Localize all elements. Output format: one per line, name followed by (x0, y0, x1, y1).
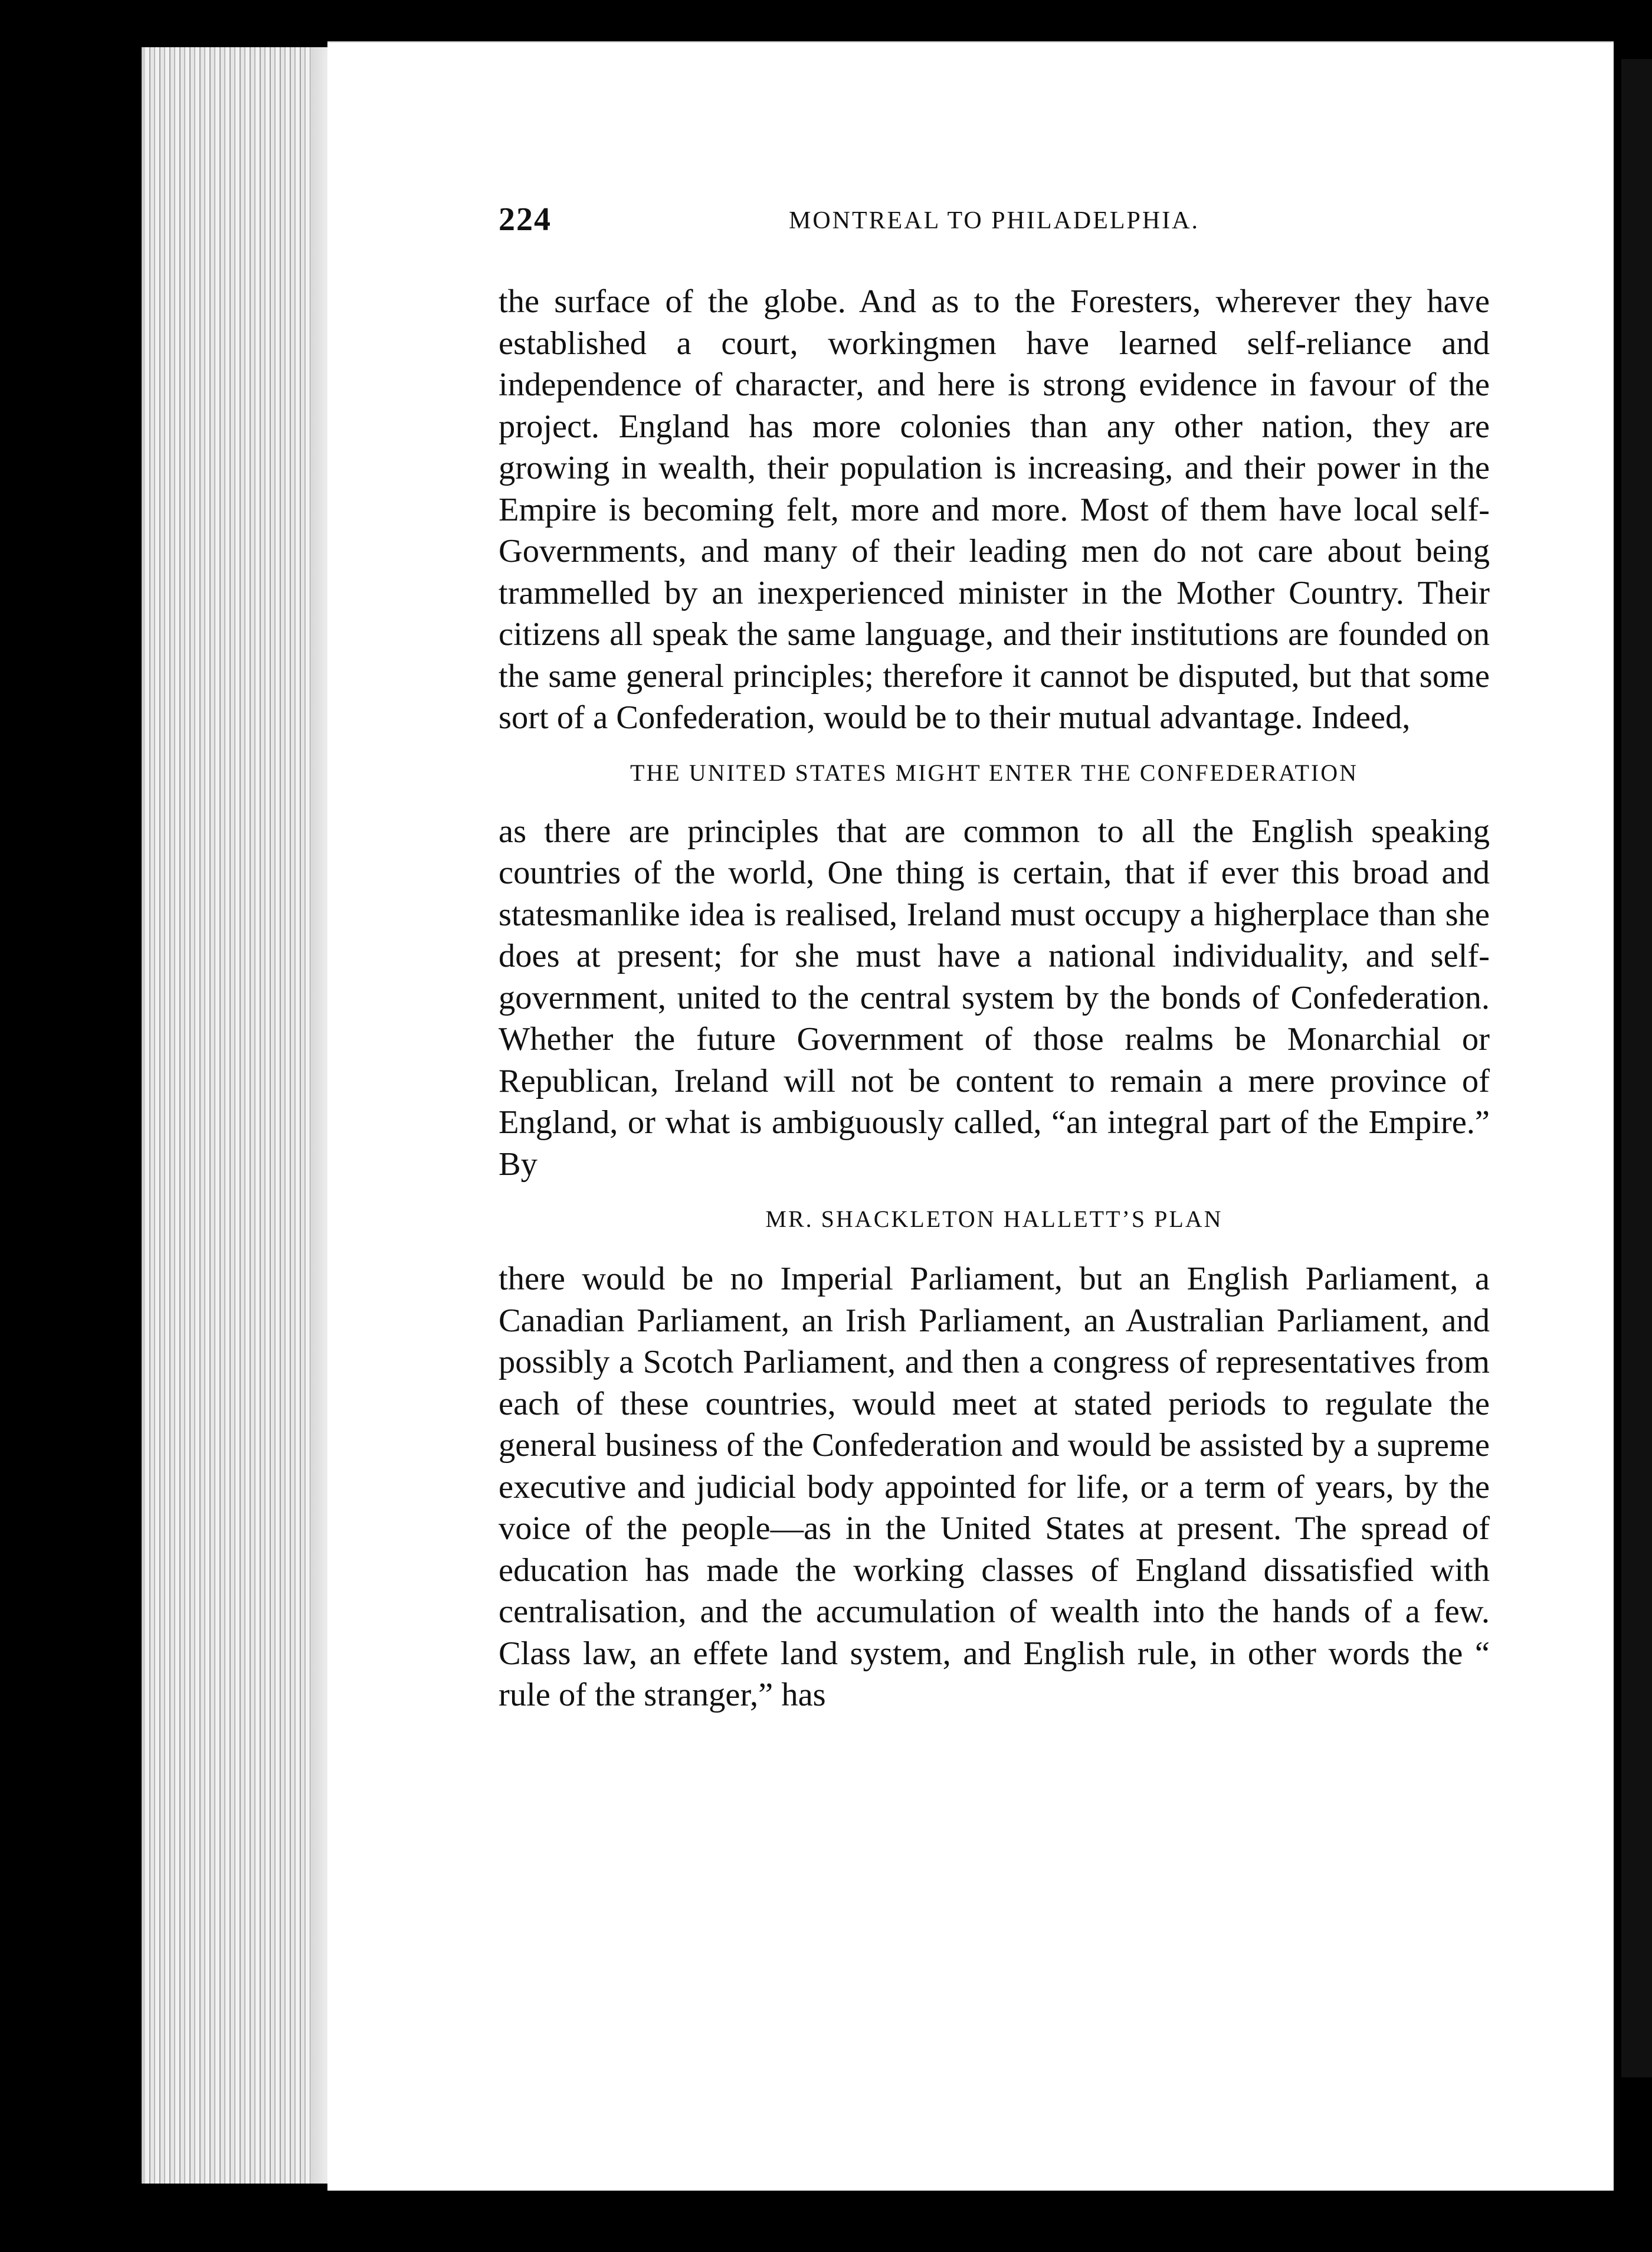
paragraph: as there are principles that are common to all the English speaking countries of the world, One thing is certain, that if ever this broad and statesmanlike idea is realised, Ireland must occupy a higherplace than she does at present; for she must have a national individuality, and self-government, united to the central system by the bonds of Confederation. Whether the future Government of those realms be Monarchial or Republican, Ireland will not be content to remain a mere province of England, or what is ambiguously called, “an integral part of the Empire.” By (499, 813, 1490, 1183)
cover-edge (1621, 59, 1652, 2077)
page-edges (142, 47, 334, 2184)
paragraph: there would be no Imperial Parliament, but an English Parliament, a Canadian Parliament, an Irish Parliament, an Australian Parliament, and possibly a Scotch Parliament, and then a congress of representatives from each of these countries, would meet at stated periods to regulate the general business of the Confederation and would be assisted by a supreme executive and judicial body appointed for life, or a term of years, by the voice of the people—as in the United States at present. The spread of education has made the working classes of England dissatisfied with centralisation, and the accumulation of wealth into the hands of a few. Class law, an effete land system, and English rule, in other words the “ rule of the stranger,” has (499, 1261, 1490, 1713)
running-head (499, 201, 1490, 242)
section-heading: MR. SHACKLETON HALLETT’S PLAN (765, 1206, 1223, 1232)
running-title: MONTREAL TO PHILADELPHIA. (788, 207, 1200, 234)
section-heading: THE UNITED STATES MIGHT ENTER THE CONFEDERATION (630, 759, 1359, 786)
paragraph: the surface of the globe. And as to the Foresters, wherever they have established a court, workingmen have learned self-reliance and independence of character, and here is strong evidence in favour of the project. England has more colonies than any other nation, they are growing in wealth, their population is increasing, and their power in the Empire is becoming felt, more and more. Most of them have local self-Governments, and many of their leading men do not care about being trammelled by an inexperienced minister in the Mother Country. Their citizens all speak the same language, and their institutions are founded on the same general principles; therefore it cannot be disputed, but that some sort of a Confederation, would be to their mutual advantage. Indeed, (499, 283, 1490, 736)
text-block (499, 201, 1490, 1716)
page-number: 224 (499, 201, 552, 238)
